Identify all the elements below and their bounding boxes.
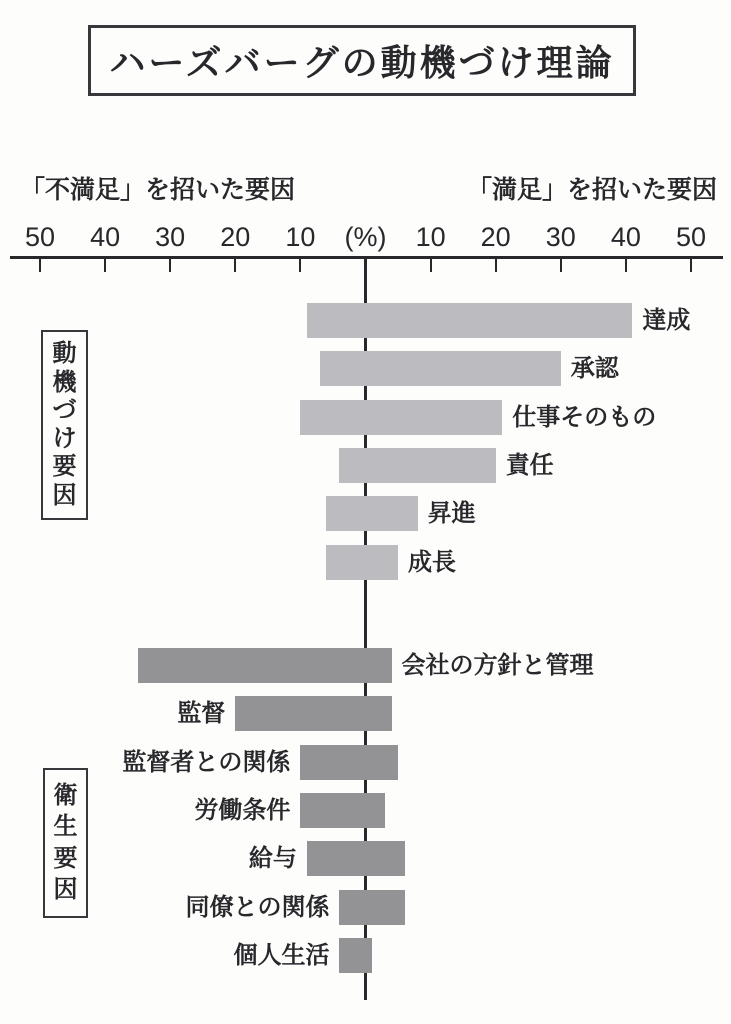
axis-tick-label: 50 xyxy=(675,222,707,252)
axis-tick xyxy=(169,259,171,272)
factor-bar xyxy=(307,303,633,338)
factor-label: 監督 xyxy=(177,700,226,728)
group-label-char: 因 xyxy=(53,876,78,904)
factor-label: 仕事そのもの xyxy=(512,403,657,431)
factor-label: 会社の方針と管理 xyxy=(401,652,594,679)
axis-tick xyxy=(495,259,497,272)
factor-label: 承認 xyxy=(570,355,619,383)
chart-title-box xyxy=(88,25,636,96)
axis-tick-label: 50 xyxy=(24,222,56,252)
axis-tick xyxy=(625,259,627,272)
factor-label: 給与 xyxy=(248,845,297,873)
axis-tick xyxy=(560,259,562,272)
axis-tick-label: 40 xyxy=(610,222,641,252)
factor-label: 達成 xyxy=(642,307,691,334)
factor-bar xyxy=(300,400,502,435)
axis-tick-label: 10 xyxy=(415,222,446,252)
factor-label: 同僚との関係 xyxy=(185,893,330,921)
group-label-char: 要 xyxy=(53,844,78,872)
factor-label: 監督者との関係 xyxy=(122,748,291,776)
axis-tick xyxy=(104,259,106,272)
axis-tick xyxy=(299,259,301,272)
group-label-char: 衛 xyxy=(53,781,78,809)
factor-label: 責任 xyxy=(505,451,554,479)
factor-label: 個人生活 xyxy=(233,941,330,969)
group-label-char: 機 xyxy=(52,368,77,396)
group-label-char: 動 xyxy=(52,340,77,368)
group-label-char: 因 xyxy=(52,481,77,509)
percent-unit-label: (%) xyxy=(344,222,387,252)
group-label-hygiene xyxy=(43,768,88,918)
factor-bar xyxy=(300,793,385,828)
factor-label: 昇進 xyxy=(427,500,476,528)
axis-tick xyxy=(430,259,432,272)
chart-title: ハーズバーグの動機づけ理論 xyxy=(109,42,615,83)
group-label-char: 生 xyxy=(53,813,78,841)
factor-label: 成長 xyxy=(408,548,457,576)
group-label-char: づ xyxy=(52,396,77,424)
factor-bar xyxy=(138,648,392,683)
factor-bar xyxy=(320,351,561,386)
factor-bar xyxy=(300,745,398,780)
group-label-char: 要 xyxy=(52,453,77,481)
group-label-char: け xyxy=(52,425,77,453)
satisfaction-header: 「満足」を招いた要因 xyxy=(466,176,717,204)
factor-bar xyxy=(326,496,417,531)
dissatisfaction-header: 「不満足」を招いた要因 xyxy=(20,176,296,204)
factor-bar xyxy=(326,545,398,580)
factor-label: 労働条件 xyxy=(194,796,291,824)
axis-tick-label: 10 xyxy=(285,222,316,252)
axis-tick-label: 40 xyxy=(90,222,121,252)
axis-tick-label: 30 xyxy=(155,222,186,252)
factor-bar xyxy=(339,448,495,483)
factor-bar xyxy=(235,696,391,731)
axis-tick xyxy=(690,259,692,272)
factor-bar xyxy=(307,841,405,876)
axis-tick-label: 20 xyxy=(220,222,251,252)
axis-tick xyxy=(234,259,236,272)
factor-bar xyxy=(339,938,372,973)
factor-bar xyxy=(339,890,404,925)
axis-tick xyxy=(39,259,41,272)
axis-tick-label: 20 xyxy=(480,222,511,252)
axis-tick-label: 30 xyxy=(545,222,576,252)
group-label-motivators xyxy=(41,330,88,520)
